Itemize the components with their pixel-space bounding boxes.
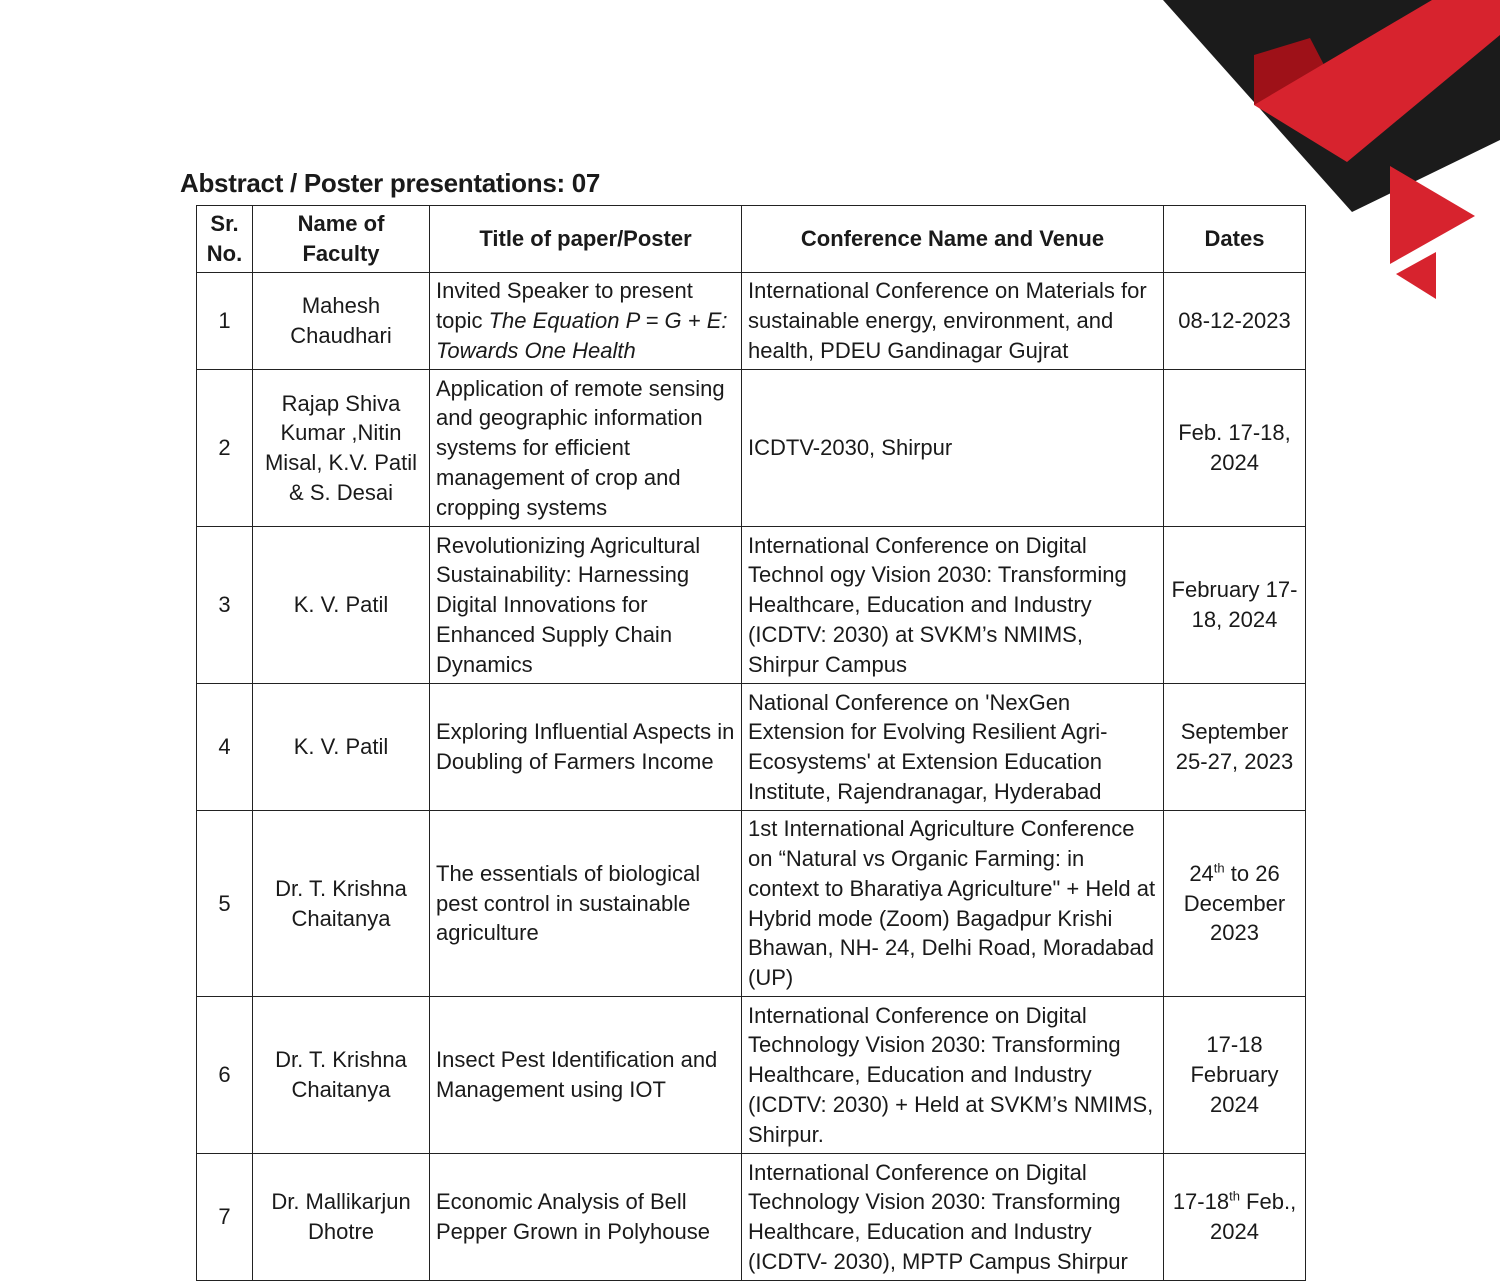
table-row [197, 370, 1306, 527]
cell-sr: 2 [197, 370, 253, 527]
red-band-shape [1254, 0, 1500, 162]
cell-dates: Feb. 17-18, 2024 [1164, 370, 1306, 527]
red-arrow-shape [1390, 166, 1475, 264]
cell-title: Exploring Influential Aspects in Doubling of Farmers Income [430, 684, 742, 811]
cell-sr: 6 [197, 997, 253, 1154]
cell-conference: International Conference on Digital Technology Vision 2030: Transforming Healthcare, Education and Industry (ICDTV- 2030), MPTP Campus Shirpur [742, 1154, 1164, 1281]
cell-faculty: Rajap Shiva Kumar ,Nitin Misal, K.V. Patil & S. Desai [253, 370, 430, 527]
cell-conference: International Conference on Digital Technology Vision 2030: Transforming Healthcare, Education and Industry (ICDTV: 2030) + Held at SVKM’s NMIMS, Shirpur. [742, 997, 1164, 1154]
cell-sr: 3 [197, 527, 253, 684]
cell-title: Invited Speaker to present topic The Equation P = G + E: Towards One Health [430, 273, 742, 370]
cell-faculty: Mahesh Chaudhari [253, 273, 430, 370]
table-row [197, 684, 1306, 811]
table-row [197, 811, 1306, 997]
cell-sr: 4 [197, 684, 253, 811]
cell-sr: 7 [197, 1154, 253, 1281]
header-sr-no: Sr. No. [197, 206, 253, 273]
black-band-shape [1163, 0, 1500, 212]
cell-faculty: K. V. Patil [253, 527, 430, 684]
cell-sr: 1 [197, 273, 253, 370]
cell-conference: International Conference on Digital Technol ogy Vision 2030: Transforming Healthcare, Education and Industry (ICDTV: 2030) at SVKM’s NMIMS, Shirpur Campus [742, 527, 1164, 684]
cell-dates: September 25-27, 2023 [1164, 684, 1306, 811]
header-dates: Dates [1164, 206, 1306, 273]
cell-faculty: K. V. Patil [253, 684, 430, 811]
table-header-row [197, 206, 1306, 273]
cell-title: Revolutionizing Agricultural Sustainability: Harnessing Digital Innovations for Enhanced Supply Chain Dynamics [430, 527, 742, 684]
red-small-triangle-shape [1396, 252, 1436, 299]
section-heading: Abstract / Poster presentations: 07 [180, 168, 601, 198]
cell-dates: 17-18 February 2024 [1164, 997, 1306, 1154]
presentations-table [196, 205, 1306, 1281]
cell-dates: 24th to 26 December 2023 [1164, 811, 1306, 997]
cell-dates: 17-18th Feb., 2024 [1164, 1154, 1306, 1281]
table-row [197, 273, 1306, 370]
cell-conference: International Conference on Materials for sustainable energy, environment, and health, PDEU Gandinagar Gujrat [742, 273, 1164, 370]
cell-sr: 5 [197, 811, 253, 997]
dark-red-band-shape [1254, 38, 1336, 105]
header-conference: Conference Name and Venue [742, 206, 1164, 273]
header-title: Title of paper/Poster [430, 206, 742, 273]
table-row [197, 527, 1306, 684]
cell-conference: ICDTV-2030, Shirpur [742, 370, 1164, 527]
cell-title: Insect Pest Identification and Management using IOT [430, 997, 742, 1154]
cell-faculty: Dr. T. Krishna Chaitanya [253, 811, 430, 997]
cell-title: Economic Analysis of Bell Pepper Grown in Polyhouse [430, 1154, 742, 1281]
cell-conference: National Conference on 'NexGen Extension for Evolving Resilient Agri-Ecosystems' at Extension Education Institute, Rajendranagar, Hyderabad [742, 684, 1164, 811]
table-row [197, 1154, 1306, 1281]
cell-dates: 08-12-2023 [1164, 273, 1306, 370]
cell-conference: 1st International Agriculture Conference on “Natural vs Organic Farming: in context to Bharatiya Agriculture" + Held at Hybrid mode (Zoom) Bagadpur Krishi Bhawan, NH- 24, Delhi Road, Moradabad (UP) [742, 811, 1164, 997]
header-faculty: Name of Faculty [253, 206, 430, 273]
cell-dates: February 17-18, 2024 [1164, 527, 1306, 684]
cell-title: The essentials of biological pest control in sustainable agriculture [430, 811, 742, 997]
cell-title: Application of remote sensing and geographic information systems for efficient management of crop and cropping systems [430, 370, 742, 527]
cell-faculty: Dr. T. Krishna Chaitanya [253, 997, 430, 1154]
cell-faculty: Dr. Mallikarjun Dhotre [253, 1154, 430, 1281]
table-row [197, 997, 1306, 1154]
